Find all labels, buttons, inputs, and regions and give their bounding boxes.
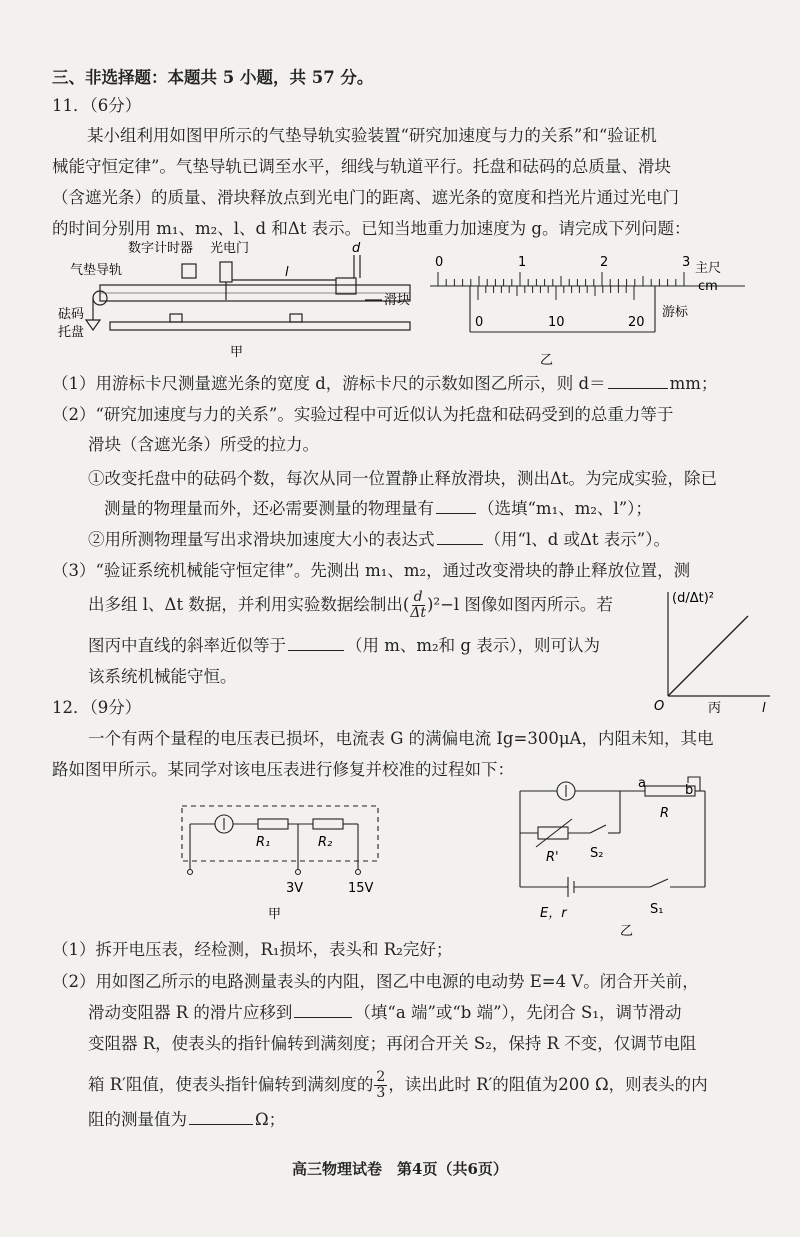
q12-intro-2: 路如图甲所示。某同学对该电压表进行修复并校准的过程如下：	[52, 760, 514, 779]
rheostat-r-label: R	[660, 806, 670, 821]
answer-blank-d[interactable]	[608, 372, 668, 389]
unit-label: cm	[698, 279, 718, 294]
switch-s1-label: S₁	[650, 902, 664, 917]
switch-s2-label: S₂	[590, 846, 604, 861]
q12-part2-line5: 阻的测量值为 Ω；	[88, 1110, 286, 1129]
fig12-yi-caption: 乙	[620, 924, 634, 939]
q12-part1: （1）拆开电压表，经检测，R₁损坏，表头和 R₂完好；	[52, 940, 453, 959]
q11-intro-3: （含遮光条）的质量、滑块释放点到光电门的距离、遮光条的宽度和挡光片通过光电门	[52, 188, 679, 207]
figure-graph-bing	[650, 586, 780, 716]
range-3v: 3V	[286, 881, 304, 896]
frac-two-thirds: $\frac{2}{3}$	[376, 1069, 386, 1101]
answer-blank-resistance[interactable]	[189, 1108, 253, 1125]
main-tick-1: 1	[518, 255, 527, 270]
figure-voltmeter-circuit	[178, 800, 398, 925]
fig-bing-caption: 丙	[708, 701, 722, 716]
tray-label: 托盘	[58, 325, 85, 340]
q11-part2-2: ②用所测物理量写出求滑块加速度大小的表达式 （用“l、d 或Δt 表示”）。	[88, 530, 670, 549]
vernier-label: 游标	[662, 305, 689, 320]
fig12-jia-caption: 甲	[268, 907, 282, 922]
range-15v: 15V	[348, 881, 374, 896]
section-header: 三、非选择题：本题共 5 小题，共 57 分。	[52, 68, 374, 87]
fig-yi-caption: 乙	[540, 353, 554, 368]
graph-origin: O	[654, 699, 665, 714]
figure-measure-circuit	[510, 775, 720, 940]
q11-part1: （1）用游标卡尺测量遮光条的宽度 d，游标卡尺的示数如图乙所示，则 d＝ mm；	[52, 374, 718, 393]
timer-label: 数字计时器	[128, 241, 194, 256]
q12-part2-line3: 变阻器 R，使表头的指针偏转到满刻度；再闭合开关 S₂，保持 R 不变，仅调节电阻	[88, 1034, 697, 1053]
l-label: l	[285, 265, 289, 280]
vernier-tick-20: 20	[628, 315, 645, 330]
main-tick-2: 2	[600, 255, 609, 270]
page-footer: 高三物理试卷 第4页（共6页）	[292, 1160, 508, 1178]
terminal-a: a	[638, 776, 646, 791]
q11-part2-line2: 滑块（含遮光条）所受的拉力。	[88, 435, 319, 454]
vernier-tick-10: 10	[548, 315, 565, 330]
q11-part2-1-line1: ①改变托盘中的砝码个数，每次从同一位置静止释放滑块，测出Δt。为完成实验，除已	[88, 469, 718, 488]
r1-label: R₁	[256, 835, 271, 850]
slider-label: 滑块	[384, 293, 411, 308]
main-scale-label: 主尺	[695, 261, 722, 276]
q11-intro-1: 某小组利用如图甲所示的气垫导轨实验装置“研究加速度与力的关系”和“验证机	[87, 126, 657, 145]
main-tick-3: 3	[682, 255, 691, 270]
q11-part2-line1: （2）“研究加速度与力的关系”。实验过程中可近似认为托盘和砝码受到的总重力等于	[52, 405, 674, 424]
answer-blank-slope[interactable]	[288, 634, 344, 651]
q12-number: 12．（9分）	[52, 698, 142, 717]
answer-blank-accel[interactable]	[437, 528, 483, 545]
source-er-label: E，r	[540, 906, 567, 921]
weight-label: 砝码	[58, 307, 85, 322]
q11-intro-2: 械能守恒定律”。气垫导轨已调至水平，细线与轨道平行。托盘和砝码的总质量、滑块	[52, 157, 671, 176]
d-label: d	[352, 241, 361, 256]
r2-label: R₂	[318, 835, 333, 850]
rail-label: 气垫导轨	[70, 263, 123, 278]
q11-part3-line2: 出多组 l、Δt 数据，并利用实验数据绘制出( $\frac{d}{\Delta t}$ )²−l 图像如图丙所示。若	[88, 589, 613, 621]
q12-part2-line1: （2）用如图乙所示的电路测量表头的内阻，图乙中电源的电动势 E=4 V。闭合开关前，	[52, 972, 699, 991]
q11-intro-4: 的时间分别用 m₁、m₂、l、d 和Δt 表示。已知当地重力加速度为 g。请完成下列问题：	[52, 219, 691, 238]
fig-jia-caption: 甲	[230, 345, 244, 360]
q11-part2-1-line2: 测量的物理量而外，还必需要测量的物理量有 （选填“m₁、m₂、l”）；	[104, 499, 652, 518]
q11-part3-line1: （3）“验证系统机械能守恒定律”。先测出 m₁、m₂，通过改变滑块的静止释放位置，测	[52, 561, 691, 580]
q12-part2-line2: 滑动变阻器 R 的滑片应移到 （填“a 端”或“b 端”），先闭合 S₁，调节滑动	[88, 1003, 682, 1022]
graph-y-label: (d/Δt)²	[672, 591, 714, 606]
gate-label: 光电门	[210, 241, 250, 256]
q11-number: 11．（6分）	[52, 96, 142, 115]
figure-vernier	[430, 252, 750, 382]
q11-part3-line3: 图丙中直线的斜率近似等于 （用 m、m₂和 g 表示），则可认为	[88, 636, 600, 655]
q12-intro-1: 一个有两个量程的电压表已损坏，电流表 G 的满偏电流 Ig=300μA，内阻未知，其电	[88, 729, 714, 748]
answer-blank-quantity[interactable]	[436, 497, 476, 514]
terminal-b: b	[685, 783, 694, 798]
q11-part3-line4: 该系统机械能守恒。	[88, 667, 237, 686]
main-tick-0: 0	[435, 255, 444, 270]
q12-part2-line4: 箱 R′阻值，使表头指针偏转到满刻度的 $\frac{2}{3}$ ，读出此时 R′的阻值为200 Ω，则表头的内	[88, 1069, 708, 1101]
frac-d-dt: $\frac{d}{\Delta t}$	[410, 589, 427, 621]
answer-blank-slider-end[interactable]	[294, 1001, 352, 1018]
vernier-tick-0: 0	[475, 315, 484, 330]
graph-x-label: l	[762, 701, 766, 716]
figure-air-track	[58, 240, 440, 360]
resistor-box-label: R'	[546, 850, 559, 865]
